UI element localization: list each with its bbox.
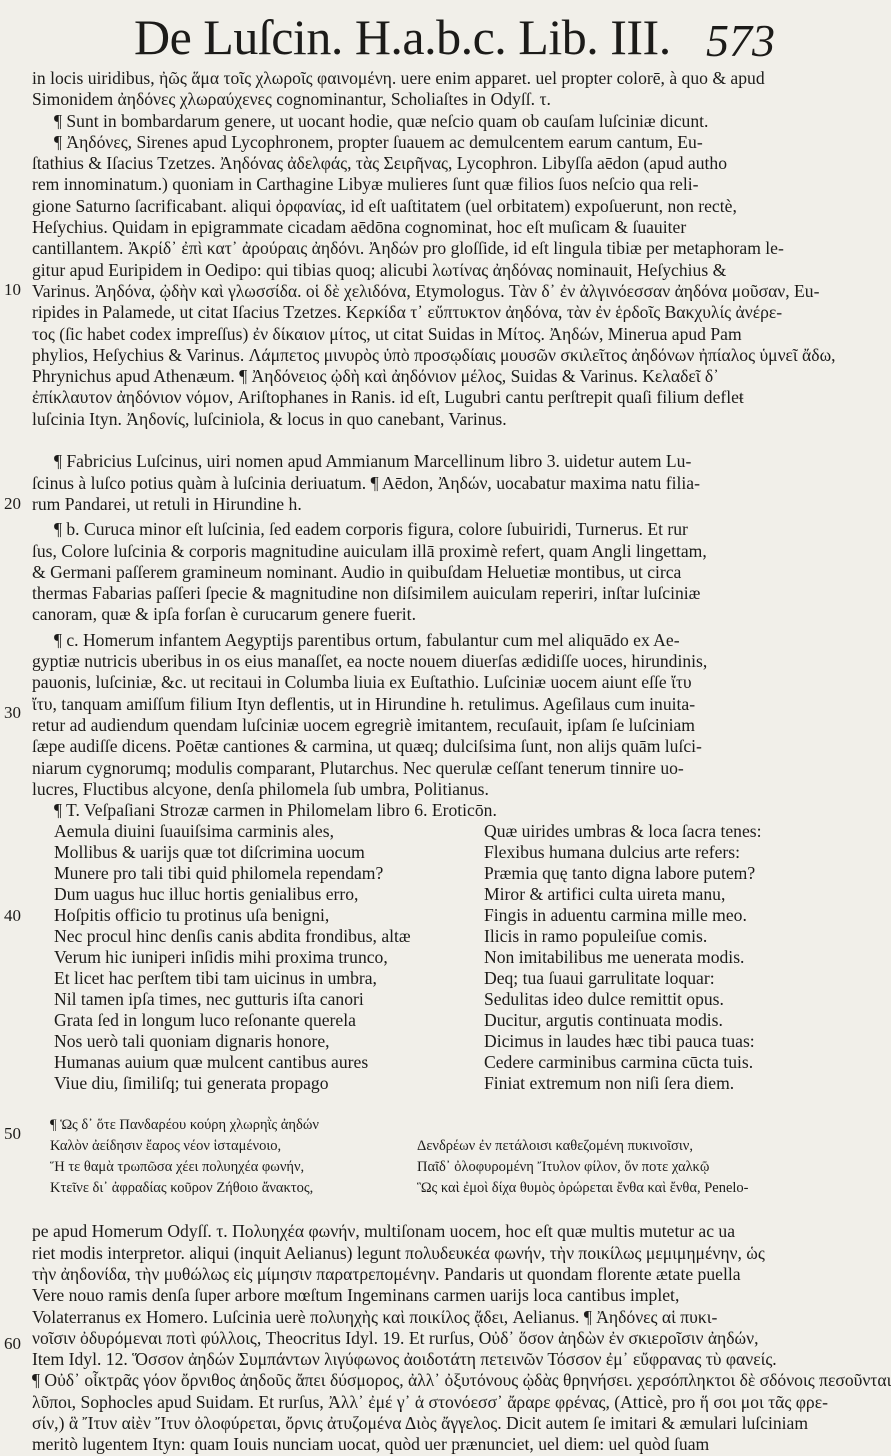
text-line: pauonis, luſciniæ, &c. ut recitaui in Columba liuia ex Euſtathio. Luſciniæ uocem aiunt eſſe ἴτυ	[32, 672, 692, 693]
text-line: ¶ Fabricius Luſcinus, uiri nomen apud Ammianum Marcellinum libro 3. uidetur autem Lu-	[54, 451, 692, 472]
line-number-50: 50	[4, 1124, 21, 1143]
greek-line: Παῖδ᾽ ὀλοφυρομένη Ἴτυλον φίλον, ὅν ποτε χαλκῷ	[417, 1159, 710, 1176]
poem-line: Et licet hac perſtem tibi tam uicinus in umbra,	[54, 968, 377, 989]
poem-line: Nec procul hinc denſis canis abdita frondibus, altæ	[54, 926, 411, 947]
text-line: gitur apud Euripidem in Oedipo: qui tibias quoq; alicubi λωτίνας ἀηδόνας nominauit, Heſychius &	[32, 259, 727, 280]
text-line: rum Pandarei, ut retuli in Hirundine h.	[32, 493, 302, 514]
text-line: σίν,) ἃ Ἴτυν αἰὲν Ἴτυν ὀλοφύρεται, ὄρνις ἀτυζομένα Διὸς ἄγγελος. Dicit autem ſe imitari & æmulari luſciniam	[32, 1413, 809, 1434]
final-paragraph	[32, 1221, 891, 1455]
poem-line: Ilicis in ramo populeiſue comis.	[484, 926, 708, 947]
text-line: ἴτυ, tanquam amiſſum filium Ityn deflentis, ut in Hirundine h. retulimus. Ageſilaus cum inuita-	[32, 693, 696, 714]
text-line	[32, 430, 782, 451]
greek-line: Καλὸν ἀείδησιν ἔαρος νέον ἱσταμένοιο,	[50, 1138, 282, 1155]
poem-line: Finiat extremum non niſi ſera diem.	[484, 1073, 735, 1094]
paragraph-3	[32, 131, 836, 451]
text-line: ripides in Palamede, ut citat Iſacius Tzetzes. Κερκίδα τ᾽ εὔπτυκτον ἀηδόνα, τὰν ἐν ἑρδοῖς Βακχυλίς ἀνέρε-	[32, 302, 783, 323]
text-line: ¶ Οὐδ᾽ οἷκτρᾶς γόον ὄρνιθος ἀηδοῦς ἄπει δύσμορος, ἀλλ᾽ ὀξυτόνους ᾠδὰς θρηνήσει. χερσόπληκτοι δὲ σδόνοις πεσοῦνται	[32, 1370, 891, 1391]
text-line: Vere nouo ramis denſa ſuper arbore mœſtum Ingeminans carmen uarijs loca cantibus implet,	[32, 1285, 680, 1306]
line-number-60: 60	[4, 1334, 21, 1353]
poem-line: Sedulitas ideo dulce remittit opus.	[484, 989, 724, 1010]
text-line: gione Saturno ſacrificabant. aliqui ὀρφανίας, id eſt uaſtitatem (uel orbitatem) expoſuerunt, non rectè,	[32, 195, 737, 216]
text-line: ¶ c. Homerum infantem Aegyptijs parentibus ortum, fabulantur cum mel aliquādo ex Ae-	[54, 629, 680, 650]
text-line: ¶ Ἀηδόνες, Sirenes apud Lycophronem, propter ſuauem ac demulcentem earum cantum, Eu-	[54, 131, 703, 152]
text-line: ¶ T. Veſpaſiani Strozæ carmen in Philomelam libro 6. Eroticōn.	[54, 800, 497, 821]
text-line: & Germani paſſerem gramineum nominant. Audio in quibuſdam Heluetiæ montibus, ut circa	[32, 561, 682, 582]
poem-line: Præmia quę tanto digna labore putem?	[484, 863, 756, 884]
greek-column-left	[50, 1115, 430, 1199]
poem-line: Ducitur, argutis continuata modis.	[484, 1010, 723, 1031]
text-line: gyptiæ nutricis uberibus in os eius manaſſet, ea nocte nouem diuerſas ædidiſſe uoces, hirundinis,	[32, 651, 708, 672]
greek-line: ¶ Ὡς δ᾽ ὅτε Πανδαρέου κούρη χλωρηῒς ἀηδών	[50, 1117, 319, 1134]
text-line: niarum cygnorumq; modulis comparant, Plutarchus. Nec querulæ ceſſant tenerum tinnire uo-	[32, 757, 684, 778]
paragraph-6	[32, 630, 782, 800]
poem-line: Aemula diuini ſuauiſsima carminis ales,	[54, 821, 334, 842]
text-line: luſcinia Ityn. Ἀηδονίς, luſciniola, & locus in quo canebant, Varinus.	[32, 408, 507, 429]
line-number-20: 20	[4, 494, 21, 513]
greek-line: Ἥ τε θαμὰ τρωπῶσα χέει πολυηχέα φωνήν,	[50, 1159, 305, 1176]
text-line: ¶ b. Curuca minor eſt luſcinia, ſed eadem corporis figura, colore ſubuiridi, Turnerus. Et rur	[54, 519, 688, 540]
text-line: rem innominatum.) quoniam in Carthagine Libyæ mulieres ſunt quæ filios ſuos neſcio qua reli-	[32, 174, 699, 195]
line-number-10: 10	[4, 280, 21, 299]
text-line: in locis uiridibus, ἠῶς ἅμα τοῖς χλωροῖς φαινομένη. uere enim apparet. uel propter colorē, à quo & apud	[32, 68, 765, 88]
poem-line: Deq; tua ſuaui garrulitate loquar:	[484, 968, 715, 989]
poem-column-left	[54, 821, 484, 1094]
text-line: Simonidem ἀηδόνες χλωραύχενες cognominantur, Scholiaſtes in Odyſſ. τ.	[32, 89, 551, 110]
paragraph-4	[32, 451, 782, 515]
text-line: Phrynichus apud Athenæum. ¶ Ἀηδόνειος ᾠδὴ καὶ ἀηδόνιον μέλος, Suidas & Varinus. Κελαδεῖ δ᾽	[32, 366, 720, 387]
poem-line: Viue diu, ſimiliſq; tui generata propago	[54, 1073, 329, 1094]
greek-line: Ὣς καὶ ἐμοὶ δίχα θυμὸς ὀρώρεται ἔνθα καὶ ἔνθα, Penelo-	[417, 1180, 749, 1197]
poem-line: Munere pro tali tibi quid philomela rependam?	[54, 863, 384, 884]
paragraph-1	[32, 68, 782, 111]
paragraph-2	[32, 111, 782, 132]
text-line: νοῖσιν ὀδυρόμεναι ποτὶ φύλλοις, Theocritus Idyl. 19. Et rurſus, Οὐδ᾽ ὅσον ἀηδὼν ἐν σκιεροῖσιν ἀηδών,	[32, 1327, 759, 1348]
text-line: canoram, quæ & ipſa forſan è curucarum genere fuerit.	[32, 604, 416, 625]
text-line: Volaterranus ex Homero. Luſcinia uerè πολυηχὴς καὶ ποικίλος ᾄδει, Aelianus. ¶ Ἀηδόνες αἱ πυκι-	[32, 1306, 718, 1327]
poem-line: Miror & artifici culta uireta manu,	[484, 884, 726, 905]
text-line: retur ad audiendum quendam luſciniæ uocem egregriè imitantem, recuſauit, ipſam ſe luſciniam	[32, 714, 695, 735]
greek-line: Κτεῖνε δι᾽ ἀφραδίας κοῦρον Ζήθοιο ἄνακτος,	[50, 1180, 314, 1197]
poem-line: Humanas auium quæ mulcent cantibus aures	[54, 1052, 369, 1073]
page-number: 573	[706, 15, 775, 66]
text-line: meritò lugentem Ityn: quam Iouis nunciam uocat, quòd uer prænunciet, uel diem: uel quòd ſuam	[32, 1434, 710, 1455]
paragraph-5	[32, 519, 782, 625]
text-line: ſcinus à luſco potius quàm à luſcinia deriuatum. ¶ Aēdon, Ἀηδών, uocabatur maxima natu filia-	[32, 472, 700, 493]
text-line: phylios, Heſychius & Varinus. Λάμπετος μινυρὸς ὑπὸ προσῳδίαις μουσῶν σκιλεῖτος ἀηδόνων ἠπίαλος ὑμνεῖ ἄδω,	[32, 344, 836, 365]
text-line: ſæpe audiſſe dicens. Poētæ cantiones & carmina, ut quæq; dulciſsima ſunt, non alijs quām luſci-	[32, 736, 702, 757]
poem-line: Fingis in aduentu carmina mille meo.	[484, 905, 747, 926]
page-header	[120, 4, 785, 70]
poem-line: Nil tamen ipſa times, nec gutturis iſta canori	[54, 989, 364, 1010]
text-line: τὴν ἀηδονίδα, τὴν μυθώλως εἰς μίμησιν παρατρεπομένην. Pandaris ut quondam florente ætate puella	[32, 1263, 741, 1284]
greek-column-right	[417, 1115, 782, 1199]
line-number-30: 30	[4, 703, 21, 722]
text-line: ſus, Colore luſcinia & corporis magnitudine auiculam illā proximè refert, quam Angli lingettam,	[32, 540, 707, 561]
text-line: cantillantem. Ἀκρίδ᾽ ἐπὶ κατ᾽ ἀρούραις ἀηδόνι. Ἀηδών pro gloſſide, id eſt lingula tibiæ per metaphoram le-	[32, 238, 784, 259]
text-line: thermas Fabarias paſſeri ſpecie & magnitudine non diſsimilem auiculam reperiri, inſtar luſciniæ	[32, 583, 701, 604]
poem-line: Nos uerò tali quoniam dignaris honore,	[54, 1031, 330, 1052]
text-line: pe apud Homerum Odyſſ. τ. Πολυηχέα φωνήν, multiſonam uocem, hoc eſt quæ multis mutetur ac ua	[32, 1221, 736, 1242]
poem-line: Flexibus humana dulcius arte refers:	[484, 842, 741, 863]
text-line: ſtathius & Iſacius Tzetzes. Ἀηδόνας ἀδελφάς, τὰς Σειρῆνας, Lycophron. Libyſſa aēdon (apud autho	[32, 153, 727, 174]
text-line: Heſychius. Quidam in epigrammate cicadam aēdōna cognominat, hoc eſt muſicam & ſuauiter	[32, 217, 687, 238]
poem-line: Grata ſed in longum luco reſonante querela	[54, 1010, 356, 1031]
poem-line: Cedere carminibus carmina cūcta tuis.	[484, 1052, 754, 1073]
poem-line: Hoſpitis officio tu protinus uſa benigni,	[54, 905, 330, 926]
greek-line: Δενδρέων ἐν πετάλοισι καθεζομένη πυκινοῖσιν,	[417, 1138, 693, 1155]
text-line: Varinus. Ἀηδόνα, ᾠδὴν καὶ γλωσσίδα. οἱ δὲ χελιδόνα, Etymologus. Τὰν δ᾽ ἐν ἀλγινόεσσαν ἀηδόνα μοῦσαν, Eu-	[32, 280, 820, 301]
text-line: λῦποι, Sophocles apud Suidam. Et rurſus, Ἀλλ᾽ ἐμέ γ᾽ ἁ στονόεσσ᾽ ἄραρε φρένας, (Atticè, pro ἥ σοι μοι τᾶς φρε-	[32, 1391, 828, 1412]
poem-line: Non imitabilibus me uenerata modis.	[484, 947, 745, 968]
text-line: lucres, Fluctibus alcyone, denſa philomela ſub umbra, Politianus.	[32, 778, 489, 799]
text-body	[32, 68, 891, 1456]
poem-line: Quæ uirides umbras & loca ſacra tenes:	[484, 821, 762, 842]
greek-line	[417, 1115, 782, 1136]
poem-line: Verum hic iuniperi inſidis mihi proxima trunco,	[54, 947, 388, 968]
poem-line: Mollibus & uarijs quæ tot diſcrimina uocum	[54, 842, 365, 863]
poem-line: Dicimus in laudes hæc tibi pauca tuas:	[484, 1031, 755, 1052]
text-line: ἐπίκλαυτον ἀηδόνιον νόμον, Ariſtophanes in Ranis. id eſt, Lugubri cantu perſtrepit quaſi filium defleŧ	[32, 387, 744, 408]
line-number-40: 40	[4, 906, 21, 925]
text-line: Item Idyl. 12. Ὅσσον ἀηδών Συμπάντων λιγύφωνος ἀοιδοτάτη πετεινῶν Τόσσον ἐμ᾽ εὔφρανας τὺ φανείς.	[32, 1349, 777, 1370]
poem-line: Dum uagus huc illuc hortis genialibus erro,	[54, 884, 359, 905]
greek-verse-block	[32, 1115, 782, 1221]
text-line: τος (ſic habet codex impreſſus) ἐν δίκαιον μίτος, ut citat Suidas in Μίτος. Ἀηδών, Minerua apud Pam	[32, 323, 742, 344]
poem-column-right	[484, 821, 784, 1094]
poem-block	[32, 821, 782, 1115]
text-line: ¶ Sunt in bombardarum genere, ut uocant hodie, quæ neſcio quam ob cauſam luſciniæ dicunt.	[54, 110, 709, 131]
running-title: De Luſcin. H.a.b.c. Lib. III.	[134, 9, 671, 65]
paragraph-7	[32, 800, 782, 821]
text-line: riet modis interpretor. aliqui (inquit Aelianus) legunt πολυδευκέα φωνήν, τὴν ποικίλως μεμιμημένην, ὡς	[32, 1242, 765, 1263]
